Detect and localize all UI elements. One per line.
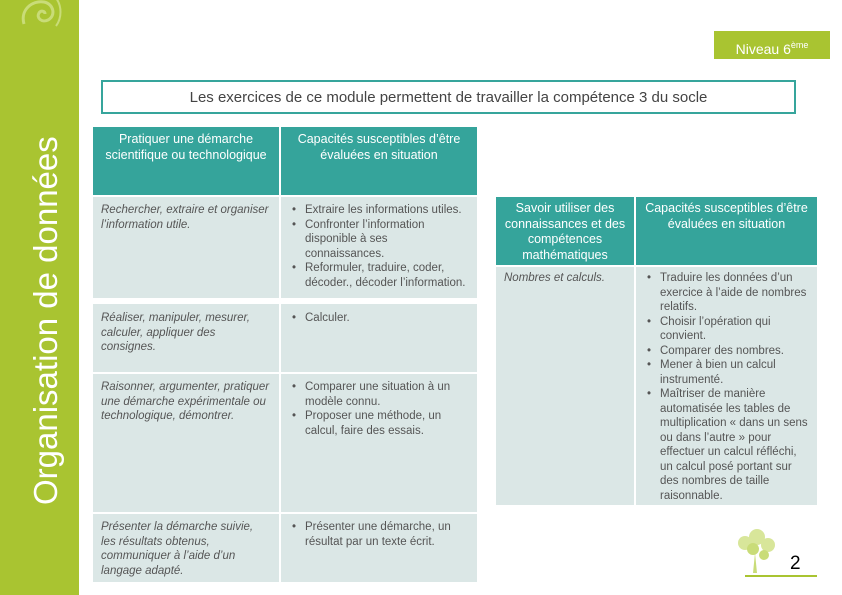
left-row-1-items: [281, 197, 477, 298]
list-item: • Comparer des nombres.: [642, 344, 811, 359]
left-header-capacities: Capacités susceptibles d’être évaluées en situation: [281, 127, 477, 195]
level-text: Niveau 6: [735, 41, 791, 57]
right-header-capacities: Capacités susceptibles d’être évaluées en situation: [636, 197, 817, 265]
left-row-4-skill: Présenter la démarche suivie, les résultats obtenus, communiquer à l’aide d’un langage adapté.: [93, 514, 279, 582]
level-badge: [714, 31, 830, 59]
list-item: • Traduire les données d’un exercice à l’aide de nombres relatifs.: [642, 271, 811, 315]
left-row-1-skill: Rechercher, extraire et organiser l’information utile.: [93, 197, 279, 298]
left-row-3-skill: Raisonner, argumenter, pratiquer une démarche expérimentale ou technologique, démontrer.: [93, 374, 279, 512]
list-item: • Extraire les informations utiles.: [287, 203, 469, 218]
list-item: • Comparer une situation à un modèle connu.: [287, 380, 469, 409]
page-number: 2: [790, 553, 801, 574]
page-number-underline: [745, 575, 817, 577]
list-item: • Confronter l’information disponible à ses connaissances.: [287, 218, 469, 262]
list-item: • Maîtriser de manière automatisée les tables de multiplication « dans un sens ou dans l’autre » pour effectuer un calcul réfléchi, un calcul posé portant sur des nombres de taille raisonnable.: [642, 387, 811, 503]
left-row-4-items: [281, 514, 477, 582]
sidebar: [0, 0, 79, 595]
list-item: • Calculer.: [287, 311, 469, 326]
level-sup: ème: [790, 40, 809, 50]
list-item: • Proposer une méthode, un calcul, faire des essais.: [287, 409, 469, 438]
list-item: • Mener à bien un calcul instrumenté.: [642, 358, 811, 387]
left-row-2-items: [281, 304, 477, 372]
tree-logo-icon: [731, 527, 779, 575]
left-row-3-items: [281, 374, 477, 512]
right-header-skill: Savoir utiliser des connaissances et des compétences mathématiques: [496, 197, 634, 265]
right-row-1-skill: Nombres et calculs.: [496, 267, 634, 505]
list-item: • Présenter une démarche, un résultat par un texte écrit.: [287, 520, 469, 549]
intro-banner: Les exercices de ce module permettent de travailler la compétence 3 du socle: [101, 80, 796, 114]
left-row-2-skill: Réaliser, manipuler, mesurer, calculer, appliquer des consignes.: [93, 304, 279, 372]
sidebar-title: Organisation de données: [27, 136, 64, 505]
list-item: • Choisir l’opération qui convient.: [642, 315, 811, 344]
left-header-skill: Pratiquer une démarche scientifique ou technologique: [93, 127, 279, 195]
list-item: • Reformuler, traduire, coder, décoder., décoder l’information.: [287, 261, 469, 290]
right-row-1-items: [636, 267, 817, 505]
